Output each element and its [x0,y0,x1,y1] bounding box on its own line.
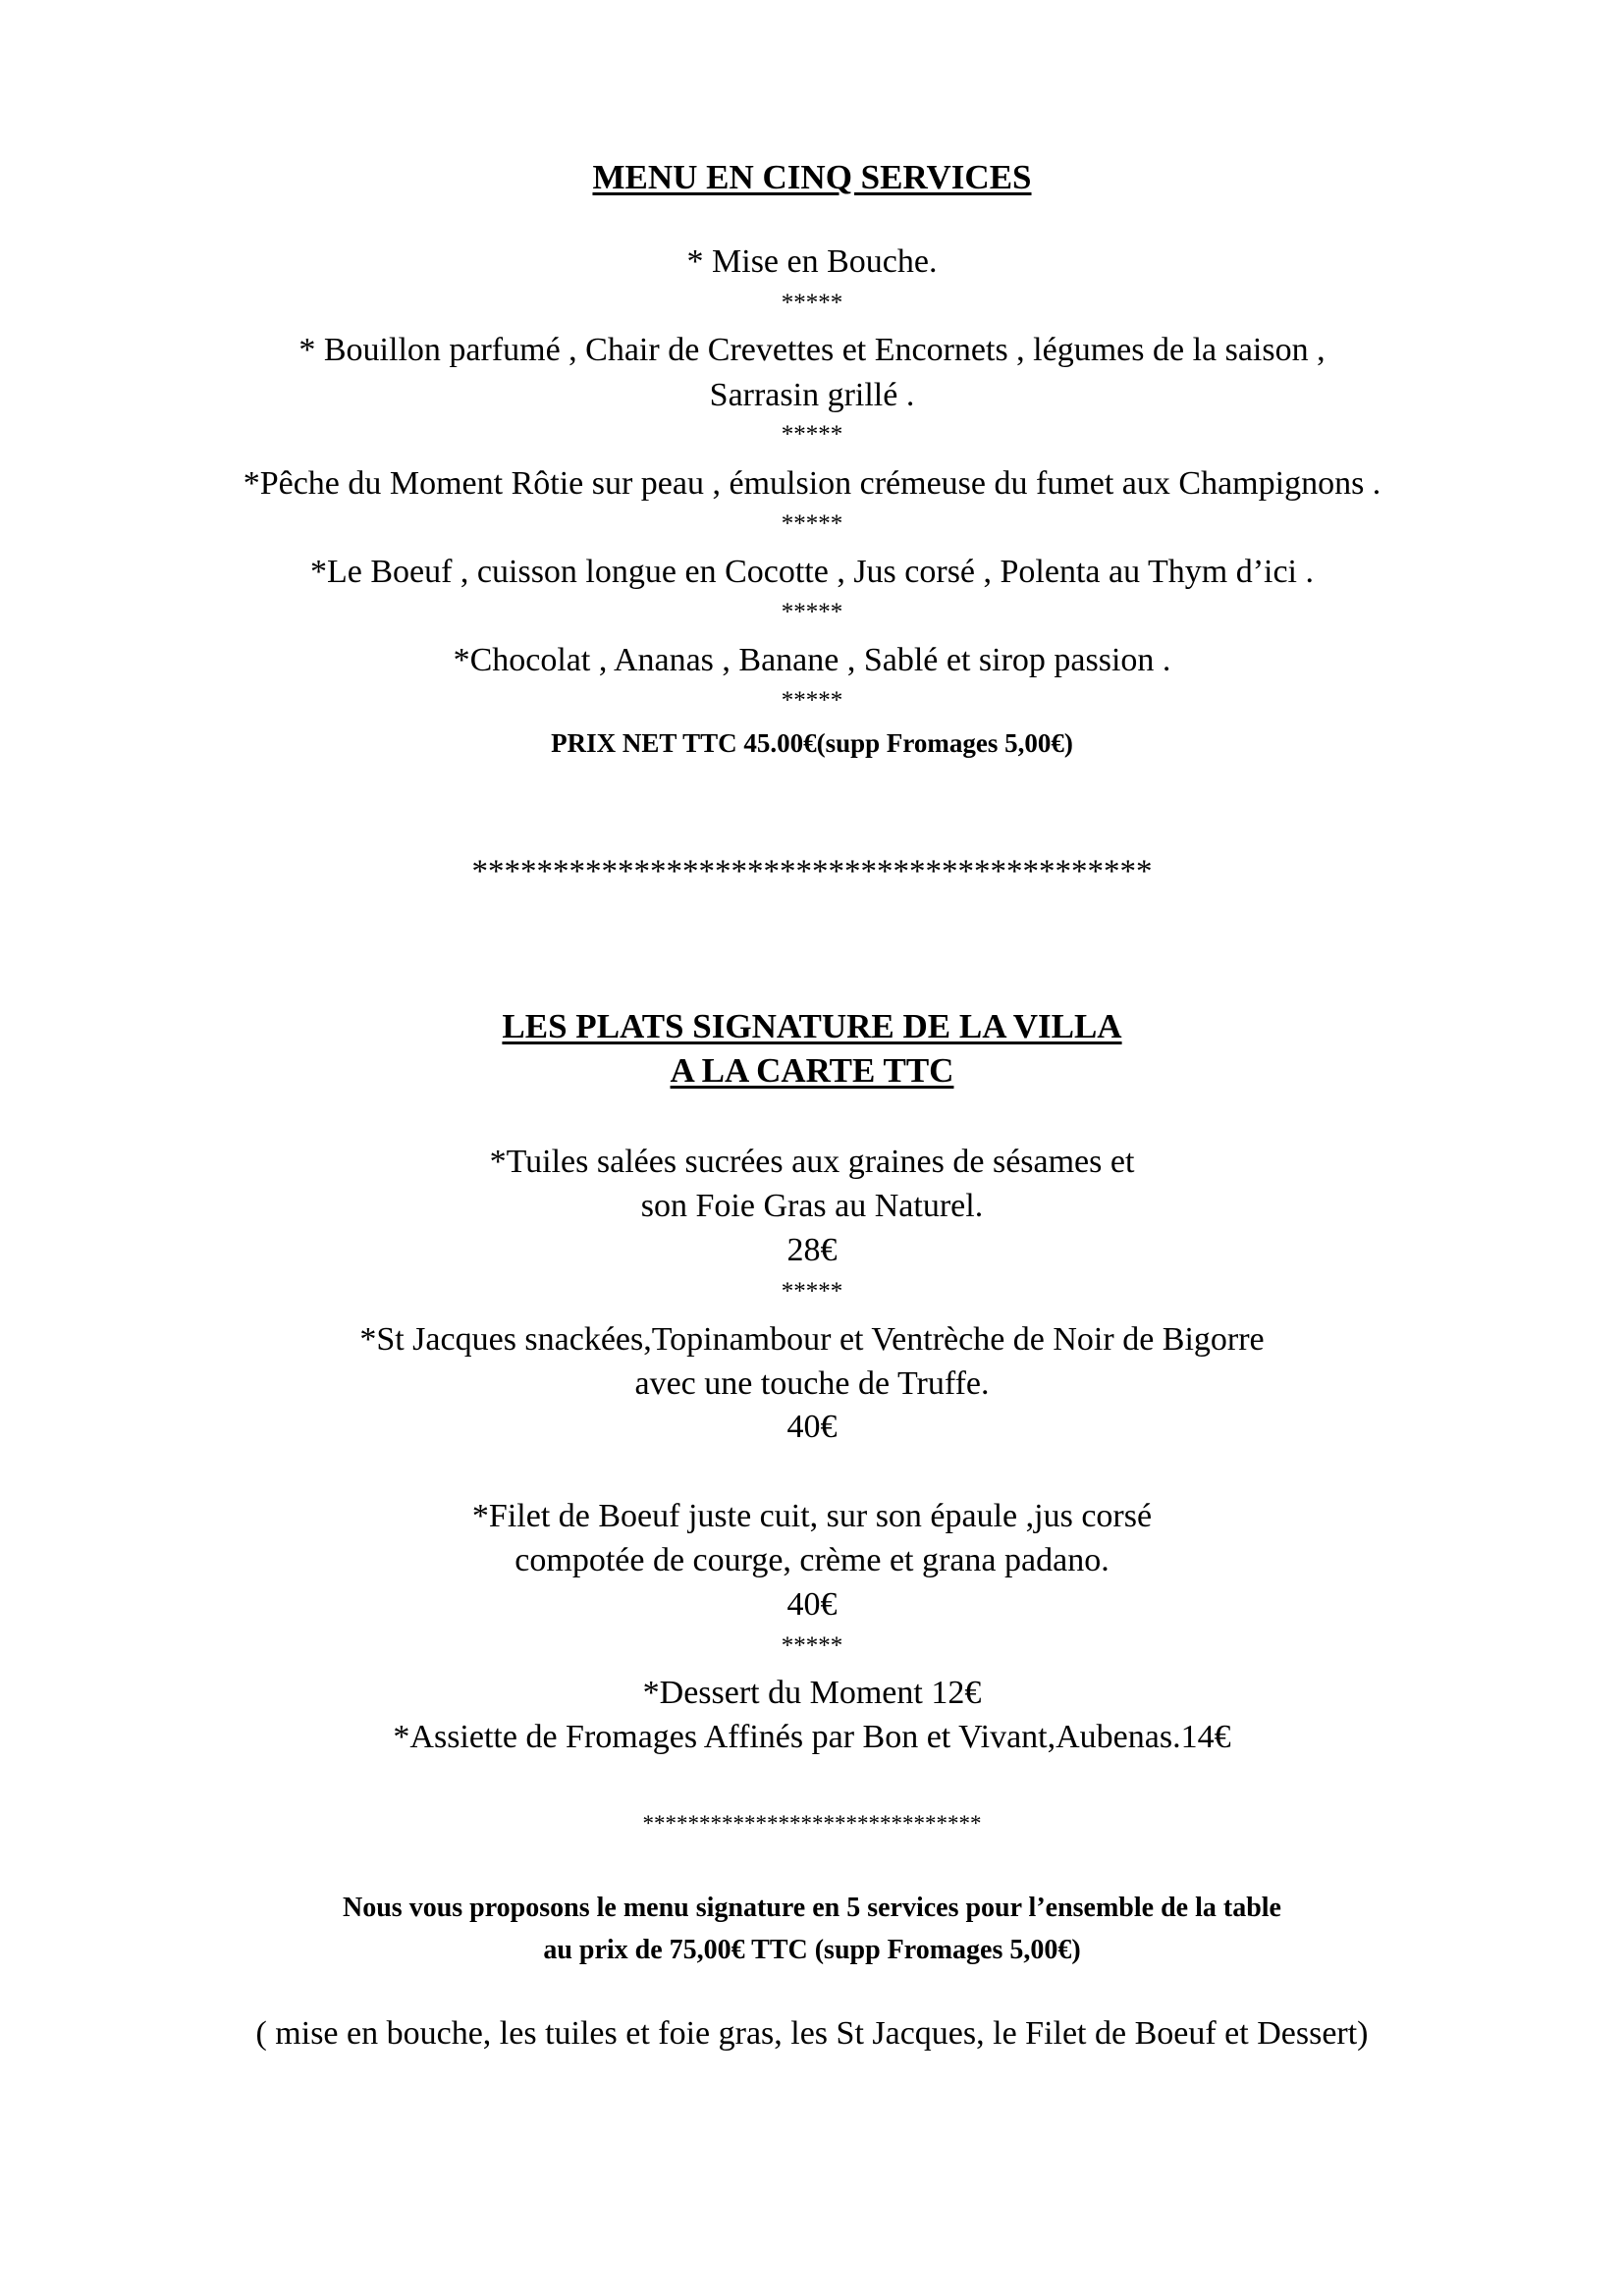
dish-st-jacques-price: 40€ [786,1409,838,1445]
section-divider-small: ****************************** [642,1811,982,1836]
course-mise-en-bouche: * Mise en Bouche. [686,243,938,280]
dish-separator: ***** [781,1278,843,1305]
dish-tuiles-cont: son Foie Gras au Naturel. [640,1188,984,1224]
signature-title: LES PLATS SIGNATURE DE LA VILLA [502,1007,1122,1045]
dish-dessert: *Dessert du Moment 12€ [642,1675,982,1711]
dish-fromages: *Assiette de Fromages Affinés par Bon et Vivant,Aubenas.14€ [393,1719,1231,1755]
dish-st-jacques-cont: avec une touche de Truffe. [634,1365,990,1402]
dish-st-jacques: *St Jacques snackées,Topinambour et Ventrèche de Noir de Bigorre [359,1321,1265,1358]
proposal-detail: ( mise en bouche, les tuiles et foie gras, les St Jacques, le Filet de Boeuf et Dessert) [255,2015,1369,2052]
course-boeuf: *Le Boeuf , cuisson longue en Cocotte , Jus corsé , Polenta au Thym d’ici . [309,554,1314,590]
course-chocolat: *Chocolat , Ananas , Banane , Sablé et sirop passion . [453,642,1171,678]
menu-cinq-title: MENU EN CINQ SERVICES [592,158,1032,196]
course-separator: ***** [781,599,843,625]
menu-cinq-price: PRIX NET TTC 45.00€(supp Fromages 5,00€) [551,728,1073,758]
signature-subtitle: A LA CARTE TTC [670,1051,954,1090]
dish-filet-boeuf-price: 40€ [786,1586,838,1623]
dish-tuiles: *Tuiles salées sucrées aux graines de sésames et [489,1144,1135,1180]
proposal-line-2: au prix de 75,00€ TTC (supp Fromages 5,00€) [543,1935,1081,1965]
course-peche: *Pêche du Moment Rôtie sur peau , émulsion crémeuse du fumet aux Champignons . [243,465,1381,502]
course-separator: ***** [781,290,843,316]
dish-filet-boeuf: *Filet de Boeuf juste cuit, sur son épaule ,jus corsé [471,1498,1153,1534]
proposal-line-1: Nous vous proposons le menu signature en 5 services pour l’ensemble de la table [343,1893,1281,1923]
course-separator: ***** [781,687,843,714]
course-separator: ***** [781,510,843,537]
course-separator: ***** [781,421,843,448]
dish-filet-boeuf-cont: compotée de courge, crème et grana padano. [514,1542,1110,1578]
section-divider-large: ****************************************** [471,854,1153,889]
dish-tuiles-price: 28€ [786,1232,838,1268]
course-bouillon-cont: Sarrasin grillé . [709,377,915,413]
course-bouillon: * Bouillon parfumé , Chair de Crevettes et Encornets , légumes de la saison , [298,332,1326,368]
dish-separator: ***** [781,1632,843,1659]
